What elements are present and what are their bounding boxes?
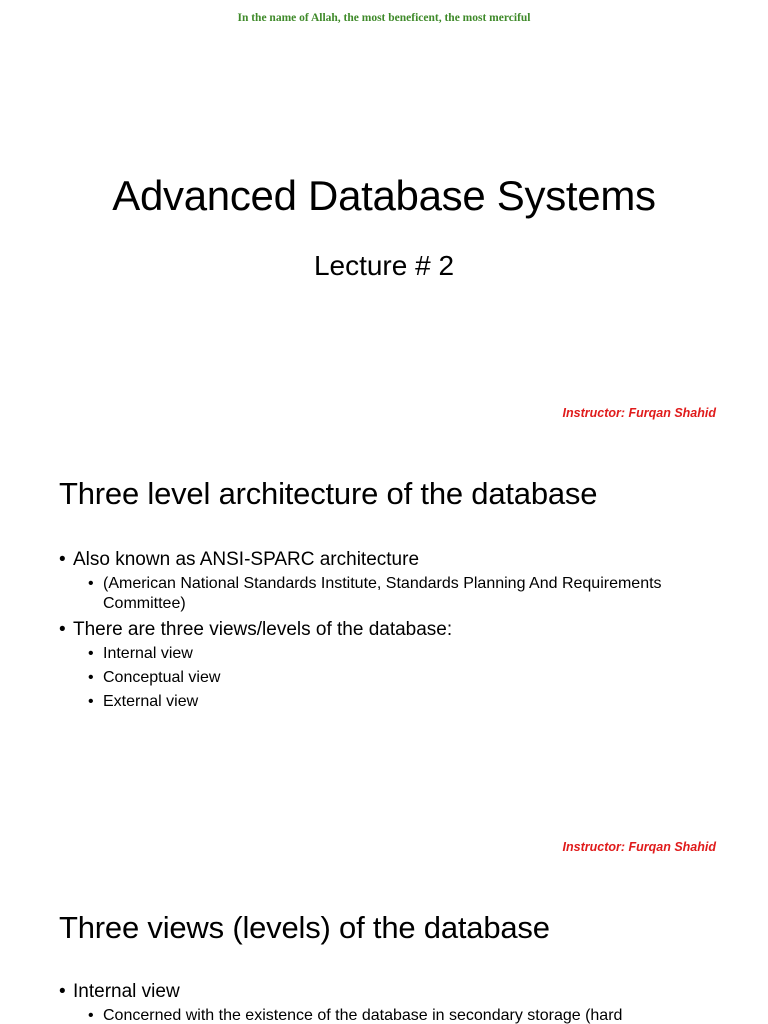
sub-bullet-item: • Concerned with the existence of the database in secondary storage (hard <box>73 1006 719 1024</box>
bullet-item <box>59 618 719 712</box>
bullet-item <box>59 980 719 1024</box>
title-slide <box>0 0 768 434</box>
sub-bullet-item: • Conceptual view <box>73 668 719 688</box>
bullet-item <box>59 548 719 614</box>
sub-bullet-item: • (American National Standards Institute, Standards Planning And Requirements Committee) <box>73 574 719 614</box>
instructor-credit: Instructor: Furqan Shahid <box>562 840 716 854</box>
sub-bullet-item: • Internal view <box>73 644 719 664</box>
slide-title: Advanced Database Systems <box>112 172 656 219</box>
sub-bullet-list <box>73 1006 719 1024</box>
slide-subtitle: Lecture # 2 <box>313 250 455 281</box>
dedication-text: In the name of Allah, the most beneficent, the most merciful <box>237 12 531 24</box>
sub-bullet-list <box>73 574 719 614</box>
bullet-text: Also known as ANSI-SPARC architecture <box>73 549 420 570</box>
sub-bullet-item: • External view <box>73 692 719 712</box>
architecture-slide <box>0 434 768 868</box>
views-slide <box>0 868 768 1024</box>
bullet-text: There are three views/levels of the database: <box>73 619 453 640</box>
slide-heading: Three views (levels) of the database <box>59 910 550 945</box>
bullet-text: Internal view <box>73 981 180 1002</box>
bullet-list <box>59 548 719 716</box>
bullet-list <box>59 980 719 1024</box>
slide-heading: Three level architecture of the database <box>59 476 598 511</box>
instructor-credit: Instructor: Furqan Shahid <box>562 406 716 420</box>
sub-bullet-list <box>73 644 719 712</box>
